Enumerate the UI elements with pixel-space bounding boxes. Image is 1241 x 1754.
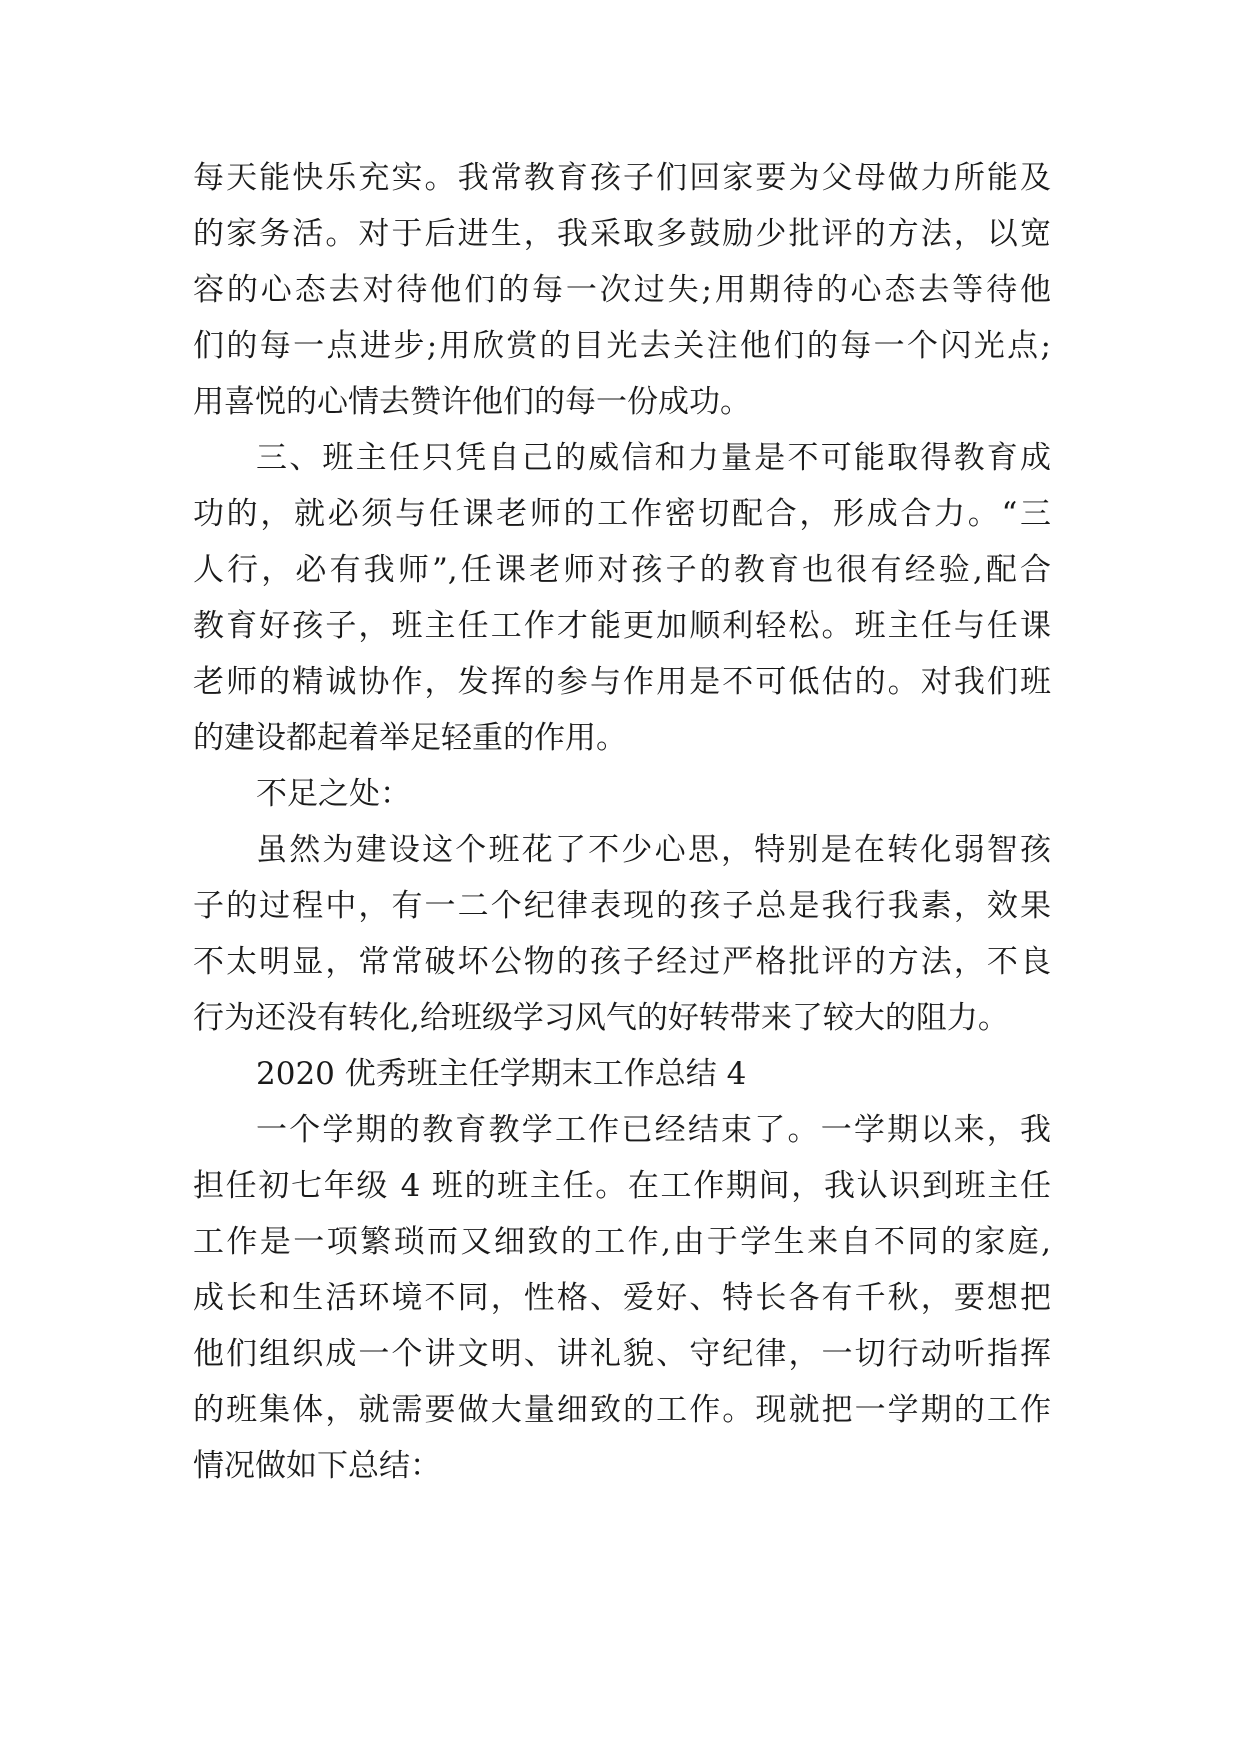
section-heading: 不足之处：: [256, 776, 411, 812]
paragraph-line: 们的每一点进步;用欣赏的目光去关注他们的每一个闪光点;: [193, 328, 1051, 364]
paragraph-line: 他们组织成一个讲文明、讲礼貌、守纪律，一切行动听指挥: [193, 1336, 1051, 1372]
paragraph-line: 每天能快乐充实。我常教育孩子们回家要为父母做力所能及: [193, 160, 1051, 196]
paragraph-line: 担任初七年级 4 班的班主任。在工作期间，我认识到班主任: [193, 1168, 1051, 1204]
paragraph-line: 三、班主任只凭自己的威信和力量是不可能取得教育成: [256, 440, 1051, 476]
paragraph-line: 情况做如下总结：: [193, 1448, 441, 1484]
paragraph-line: 的班集体，就需要做大量细致的工作。现就把一学期的工作: [193, 1392, 1051, 1428]
paragraph-line: 人行，必有我师”,任课老师对孩子的教育也很有经验,配合: [193, 552, 1051, 588]
paragraph-line: 功的，就必须与任课老师的工作密切配合，形成合力。“三: [193, 496, 1051, 532]
paragraph-line: 虽然为建设这个班花了不少心思，特别是在转化弱智孩: [256, 832, 1051, 868]
paragraph-line: 工作是一项繁琐而又细致的工作,由于学生来自不同的家庭,: [193, 1224, 1051, 1260]
paragraph-line: 一个学期的教育教学工作已经结束了。一学期以来，我: [256, 1112, 1051, 1148]
paragraph-line: 容的心态去对待他们的每一次过失;用期待的心态去等待他: [193, 272, 1051, 308]
paragraph-line: 成长和生活环境不同，性格、爱好、特长各有千秋，要想把: [193, 1280, 1051, 1316]
paragraph-line: 行为还没有转化,给班级学习风气的好转带来了较大的阻力。: [193, 1000, 1009, 1036]
paragraph-line: 老师的精诚协作，发挥的参与作用是不可低估的。对我们班: [193, 664, 1051, 700]
paragraph-line: 教育好孩子，班主任工作才能更加顺利轻松。班主任与任课: [193, 608, 1051, 644]
paragraph-line: 子的过程中，有一二个纪律表现的孩子总是我行我素，效果: [193, 888, 1051, 924]
paragraph-line: 用喜悦的心情去赞许他们的每一份成功。: [193, 384, 751, 420]
paragraph-line: 的建设都起着举足轻重的作用。: [193, 720, 627, 756]
paragraph-line: 不太明显，常常破坏公物的孩子经过严格批评的方法，不良: [193, 944, 1051, 980]
section-title: 2020 优秀班主任学期末工作总结 4: [256, 1056, 747, 1092]
paragraph-line: 的家务活。对于后进生，我采取多鼓励少批评的方法，以宽: [193, 216, 1051, 252]
document-body: [193, 150, 1051, 1494]
